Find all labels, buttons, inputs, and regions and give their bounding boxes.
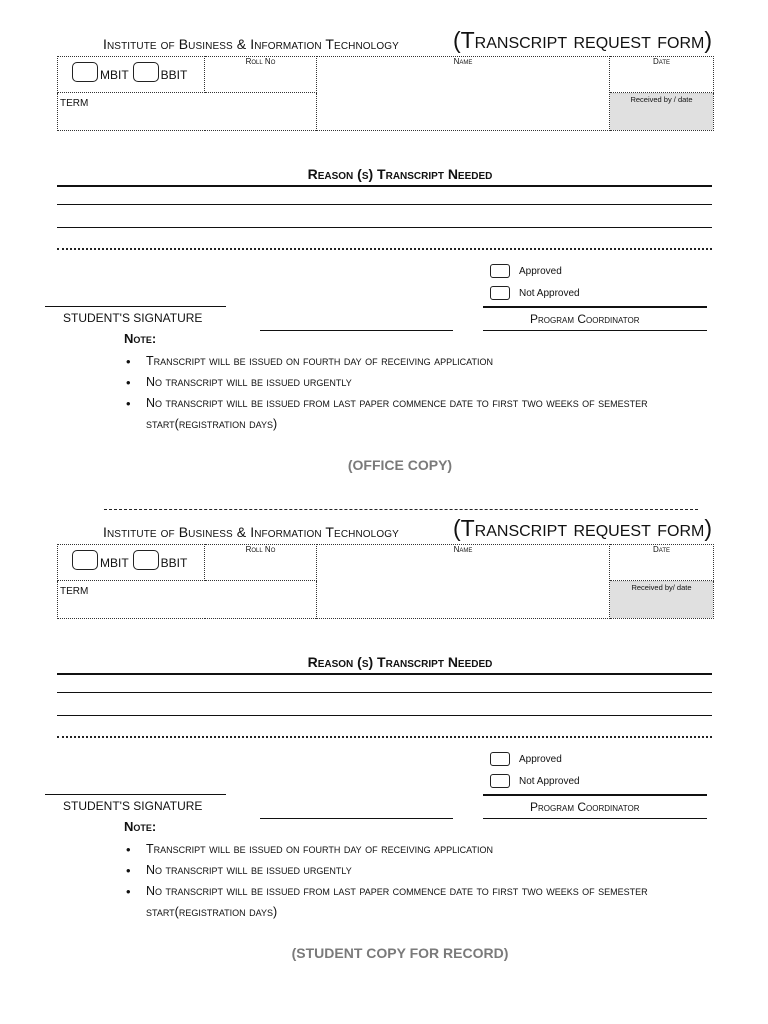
reason-dotted-divider: [57, 736, 712, 738]
term-field[interactable]: [58, 581, 317, 619]
date-label: Date: [652, 57, 670, 66]
name-label: Name: [453, 57, 473, 66]
not-approved-option[interactable]: [490, 286, 580, 300]
roll-no-field[interactable]: [205, 57, 317, 93]
bbit-checkbox[interactable]: [133, 550, 159, 570]
roll-no-label: Roll No: [245, 57, 276, 66]
office-copy-form: [0, 0, 768, 488]
coordinator-underline: [483, 818, 707, 819]
date-field[interactable]: [610, 57, 714, 93]
note-item: • No transcript will be issued from last paper commence date to first two weeks of semester start(registration days): [124, 881, 724, 923]
coordinator-signature-line[interactable]: [483, 306, 707, 308]
blank-signature-line[interactable]: [260, 818, 453, 819]
mbit-checkbox[interactable]: [72, 62, 98, 82]
coordinator-signature-line[interactable]: [483, 794, 707, 796]
roll-no-label: Roll No: [245, 545, 276, 554]
note-item: • Transcript will be issued on fourth day of receiving application: [124, 839, 724, 860]
student-signature-line[interactable]: [45, 306, 226, 307]
approved-checkbox[interactable]: [490, 752, 510, 766]
approved-label: Approved: [519, 753, 562, 765]
approved-option[interactable]: [490, 264, 562, 278]
not-approved-checkbox[interactable]: [490, 774, 510, 788]
student-info-grid: [57, 544, 714, 619]
not-approved-option[interactable]: [490, 774, 580, 788]
note-item: • No transcript will be issued from last paper commence date to first two weeks of semester start(registration days): [124, 393, 724, 435]
student-signature-line[interactable]: [45, 794, 226, 795]
reason-line-1[interactable]: [57, 673, 712, 675]
note-heading: Note:: [124, 331, 157, 346]
reason-line-1[interactable]: [57, 185, 712, 187]
notes-list: [124, 839, 724, 923]
reason-heading: Reason (s) Transcript Needed: [307, 654, 493, 670]
student-signature-label: STUDENT'S SIGNATURE: [63, 311, 203, 325]
reason-line-2[interactable]: [57, 692, 712, 693]
mbit-label: MBIT: [100, 556, 129, 570]
institute-name: Institute of Business & Information Technology: [103, 524, 399, 540]
approved-label: Approved: [519, 265, 562, 277]
reason-line-3[interactable]: [57, 715, 712, 716]
name-field[interactable]: [317, 57, 610, 131]
note-item: • No transcript will be issued urgently: [124, 372, 724, 393]
institute-name: Institute of Business & Information Technology: [103, 36, 399, 52]
note-item: • No transcript will be issued urgently: [124, 860, 724, 881]
received-by-field: [610, 581, 714, 619]
reason-heading: Reason (s) Transcript Needed: [307, 166, 493, 182]
received-by-label: Received by/ date: [631, 583, 692, 592]
approved-option[interactable]: [490, 752, 562, 766]
student-copy-form: [0, 488, 768, 976]
reason-line-3[interactable]: [57, 227, 712, 228]
notes-list: [124, 351, 724, 435]
form-title: (Transcript request form): [452, 515, 712, 541]
program-cell: [58, 57, 205, 93]
term-field[interactable]: [58, 93, 317, 131]
received-by-field: [610, 93, 714, 131]
form-header: [103, 26, 712, 54]
date-field[interactable]: [610, 545, 714, 581]
not-approved-label: Not Approved: [519, 775, 580, 787]
not-approved-checkbox[interactable]: [490, 286, 510, 300]
note-item: • Transcript will be issued on fourth day of receiving application: [124, 351, 724, 372]
bbit-label: BBIT: [160, 556, 188, 570]
received-by-label: Received by / date: [630, 95, 693, 104]
form-title: (Transcript request form): [452, 27, 712, 53]
coordinator-underline: [483, 330, 707, 331]
approved-checkbox[interactable]: [490, 264, 510, 278]
program-cell: [58, 545, 205, 581]
name-field[interactable]: [317, 545, 610, 619]
note-heading: Note:: [124, 819, 157, 834]
bbit-label: BBIT: [160, 68, 188, 82]
not-approved-label: Not Approved: [519, 287, 580, 299]
date-label: Date: [652, 545, 670, 554]
term-label: TERM: [60, 98, 89, 109]
student-info-grid: [57, 56, 714, 131]
office-copy-label: (OFFICE COPY): [347, 457, 453, 473]
mbit-label: MBIT: [100, 68, 129, 82]
student-signature-label: STUDENT'S SIGNATURE: [63, 799, 203, 813]
reason-line-2[interactable]: [57, 204, 712, 205]
blank-signature-line[interactable]: [260, 330, 453, 331]
student-copy-label: (STUDENT COPY FOR RECORD): [291, 945, 509, 961]
coordinator-label: Program Coordinator: [530, 800, 640, 814]
form-header: [103, 514, 712, 542]
roll-no-field[interactable]: [205, 545, 317, 581]
mbit-checkbox[interactable]: [72, 550, 98, 570]
term-label: TERM: [60, 586, 89, 597]
coordinator-label: Program Coordinator: [530, 312, 640, 326]
bbit-checkbox[interactable]: [133, 62, 159, 82]
name-label: Name: [453, 545, 473, 554]
reason-dotted-divider: [57, 248, 712, 250]
